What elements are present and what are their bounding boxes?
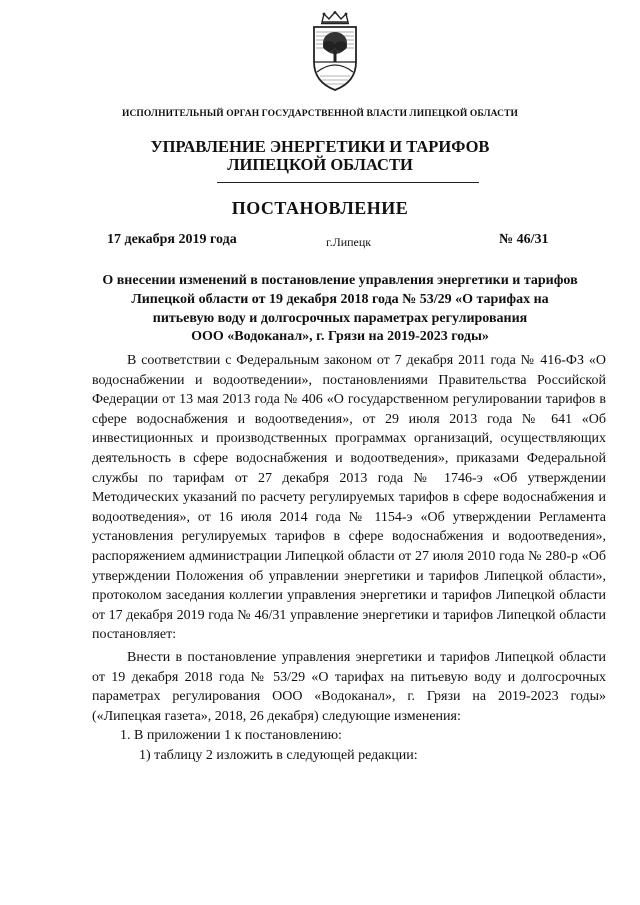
document-type-heading: ПОСТАНОВЛЕНИЕ xyxy=(231,198,409,218)
document-date: 17 декабря 2019 года xyxy=(107,232,237,247)
list-item: 1. В приложении 1 к постановлению: xyxy=(120,728,342,744)
document-title-line: Липецкой области от 19 декабря 2018 года № 53/29 «О тарифах на xyxy=(131,291,549,307)
document-title xyxy=(80,272,600,347)
resolution-paragraph: Внести в постановление управления энергетики и тарифов Липецкой области от 19 декабря 2018 года № 53/29 «О тарифах на питьевую воду и долгосрочных параметрах регулирования ООО «Водоканал», г. Грязи на 2019-2023 годы» («Липецкая газета», 2018, 26 декабря) следующие изменения: xyxy=(92,649,606,724)
department-name-line2: ЛИПЕЦКОЙ ОБЛАСТИ xyxy=(227,155,413,174)
lipetsk-coat-of-arms-icon xyxy=(300,10,370,94)
department-name-line1: УПРАВЛЕНИЕ ЭНЕРГЕТИКИ И ТАРИФОВ xyxy=(150,137,490,156)
document-title-line: О внесении изменений в постановление управления энергетики и тарифов xyxy=(102,273,578,288)
document-title-line: ООО «Водоканал», г. Грязи на 2019-2023 годы» xyxy=(191,329,489,345)
list-subitem: 1) таблицу 2 изложить в следующей редакции: xyxy=(139,747,418,763)
document-body xyxy=(92,351,606,765)
document-title-line: питьевую воду и долгосрочных параметрах регулирования xyxy=(152,310,528,326)
preamble-paragraph: В соответствии с Федеральным законом от 7 декабря 2011 года № 416-ФЗ «О водоснабжении и водоотведении», постановлениями Правительства Российской Федерации от 13 мая 2013 года № 406 «О государственном регулировании тарифов в сфере водоснабжения и водоотведения», от 29 июля 2013 года № 641 «Об инвестиционных и производственных программах организаций, осуществляющих деятельность в сфере водоснабжения и водоотведения», приказами Федеральной службы по тарифам от 27 декабря 2013 года № 1746-э «Об утверждении Методических указаний по расчету регулируемых тарифов в сфере водоснабжения и водоотведения», от 16 июля 2014 года № 1154-э «Об утверждении Регламента установления регулируемых тарифов в сфере водоснабжения и водоотведения», распоряжением администрации Липецкой области от 27 июля 2010 года № 280-р «Об утверждении Положения об управлении энергетики и тарифов Липецкой области», протоколом заседания коллегии управления энергетики и тарифов Липецкой области от 17 декабря 2019 года № 46/31 управление энергетики и тарифов Липецкой области постановляет: xyxy=(92,353,606,643)
header-divider xyxy=(217,182,479,183)
document-number: № 46/31 xyxy=(499,232,549,247)
issuing-authority: ИСПОЛНИТЕЛЬНЫЙ ОРГАН ГОСУДАРСТВЕННОЙ ВЛАСТИ ЛИПЕЦКОЙ ОБЛАСТИ xyxy=(121,109,519,119)
document-city: г.Липецк xyxy=(326,235,372,249)
